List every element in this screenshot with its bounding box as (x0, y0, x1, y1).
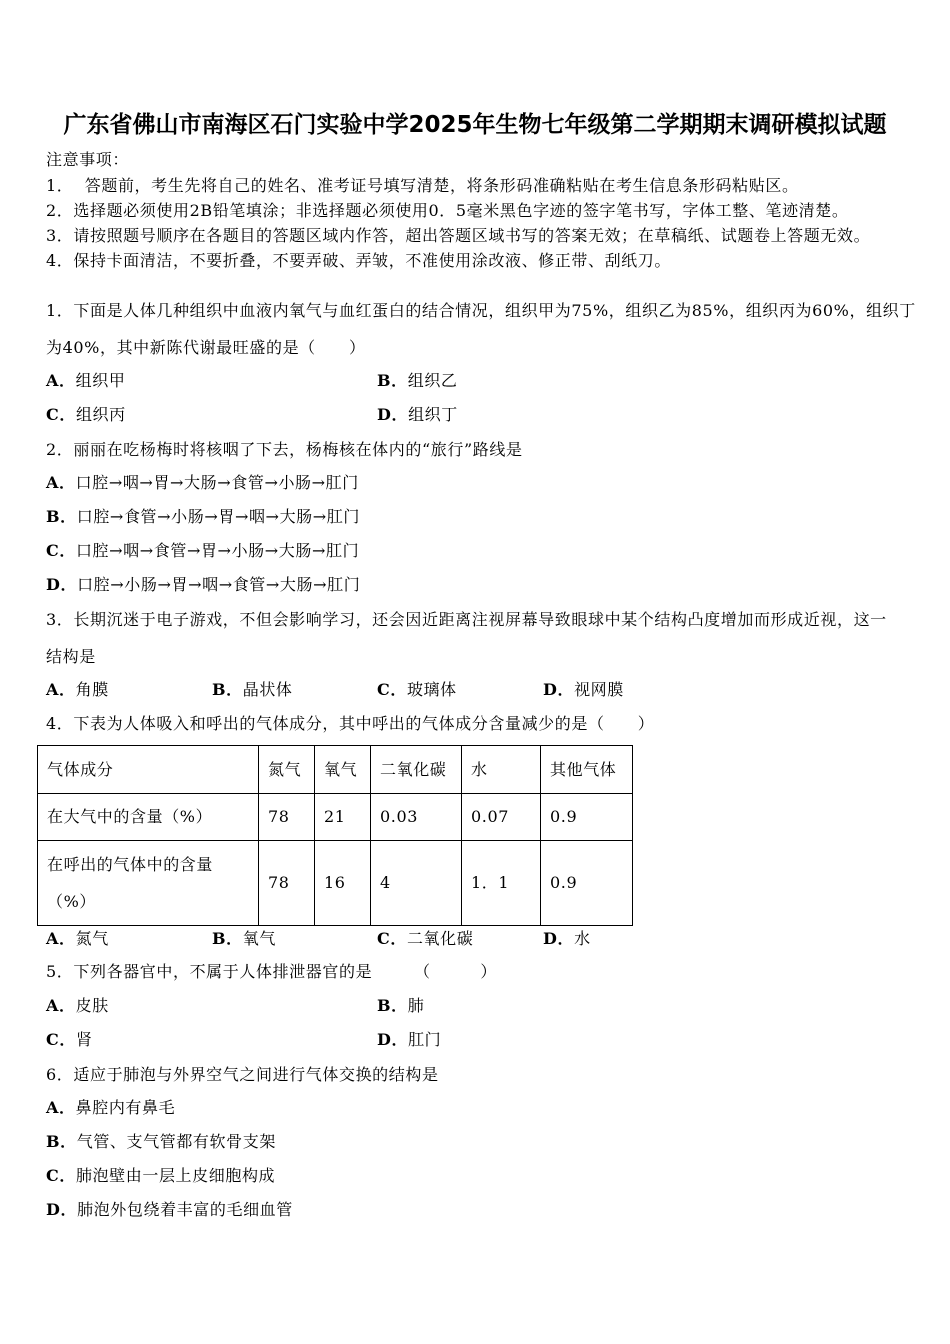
option-label: D． (377, 405, 409, 424)
option-text: 肛门 (408, 1030, 442, 1049)
q2-option-c (46, 540, 359, 562)
option-label: A． (46, 473, 76, 492)
q6-option-d (46, 1199, 293, 1221)
q5-option-c (46, 1029, 93, 1051)
option-label: C． (377, 929, 407, 948)
q4-option-c (377, 928, 473, 950)
table-header-cell: 氧气 (315, 746, 371, 794)
table-row (38, 794, 633, 841)
notice-heading: 注意事项： (46, 150, 130, 169)
option-text: 口腔→咽→食管→胃→小肠→大肠→肛门 (75, 541, 360, 560)
option-text: 口腔→小肠→胃→咽→食管→大肠→肛门 (77, 575, 361, 594)
option-text: 角膜 (75, 680, 109, 699)
option-label: D． (46, 575, 78, 594)
option-text: 肺泡壁由一层上皮细胞构成 (75, 1166, 276, 1185)
option-label: D． (543, 680, 575, 699)
q6-option-a (46, 1097, 175, 1119)
q4-option-a (46, 928, 109, 950)
q5-option-b (377, 995, 424, 1017)
option-label: A． (46, 371, 76, 390)
gas-composition-table (37, 745, 633, 926)
option-label: C． (46, 1030, 76, 1049)
table-cell: 16 (315, 841, 371, 926)
option-text: 玻璃体 (406, 680, 457, 699)
q1-stem-line-1: 1．下面是人体几种组织中血液内氧气与血红蛋白的结合情况，组织甲为75%，组织乙为85%，组织丙为60%，组织丁 (46, 301, 916, 320)
option-text: 气管、支气管都有软骨支架 (76, 1132, 276, 1151)
table-header-row (38, 746, 633, 794)
notice-item-1: 1． 答题前，考生先将自己的姓名、准考证号填写清楚，将条形码准确粘贴在考生信息条形码粘贴区。 (46, 176, 799, 195)
option-label: D． (543, 929, 575, 948)
table-header-cell: 其他气体 (541, 746, 633, 794)
notice-item-2: 2．选择题必须使用2B铅笔填涂；非选择题必须使用0．5毫米黑色字迹的签字笔书写，字体工整、笔迹清楚。 (46, 201, 849, 220)
table-cell: 4 (371, 841, 462, 926)
option-label: B． (377, 996, 408, 1015)
table-cell (38, 841, 259, 926)
notice-item-3: 3．请按照题号顺序在各题目的答题区域内作答，超出答题区域书写的答案无效；在草稿纸、试题卷上答题无效。 (46, 226, 871, 245)
option-label: C． (46, 1166, 76, 1185)
table-cell: 0.03 (371, 794, 462, 841)
q2-option-a (46, 472, 359, 494)
q3-option-b (212, 679, 293, 701)
q2-option-b (46, 506, 360, 528)
option-text: 肺 (407, 996, 425, 1015)
q1-option-d (377, 404, 458, 426)
option-text: 组织乙 (407, 371, 458, 390)
option-text: 二氧化碳 (406, 929, 474, 948)
table-cell: 在大气中的含量（%） (38, 794, 259, 841)
option-text: 组织丙 (75, 405, 126, 424)
option-text: 水 (574, 929, 591, 948)
option-text: 视网膜 (574, 680, 624, 699)
q6-option-c (46, 1165, 275, 1187)
q3-option-a (46, 679, 109, 701)
option-text: 晶状体 (242, 680, 293, 699)
table-cell: 21 (315, 794, 371, 841)
option-label: C． (377, 680, 407, 699)
q4-option-b (212, 928, 276, 950)
table-cell: 1．1 (462, 841, 541, 926)
q1-stem-line-2: 为40%，其中新陈代谢最旺盛的是（ ） (46, 338, 366, 357)
option-text: 组织甲 (75, 371, 126, 390)
option-label: C． (46, 541, 76, 560)
option-text: 鼻腔内有鼻毛 (75, 1098, 176, 1117)
option-label: C． (46, 405, 76, 424)
option-label: B． (212, 929, 243, 948)
table-row (38, 841, 633, 926)
q2-option-d (46, 574, 360, 596)
q6-option-b (46, 1131, 276, 1153)
q1-option-a (46, 370, 125, 392)
q1-option-c (46, 404, 126, 426)
notice-item-4: 4．保持卡面清洁，不要折叠，不要弄破、弄皱，不准使用涂改液、修正带、刮纸刀。 (46, 251, 671, 270)
table-cell: 78 (259, 794, 315, 841)
option-text: 氧气 (242, 929, 276, 948)
table-header-cell: 气体成分 (38, 746, 259, 794)
option-label: A． (46, 1098, 76, 1117)
option-text: 肺泡外包绕着丰富的毛细血管 (77, 1200, 293, 1219)
q5-option-a (46, 995, 109, 1017)
exam-title: 广东省佛山市南海区石门实验中学2025年生物七年级第二学期期末调研模拟试题 (63, 112, 887, 138)
option-label: A． (46, 996, 76, 1015)
option-text: 氮气 (75, 929, 109, 948)
q3-option-d (543, 679, 624, 701)
table-cell-text: 在呼出的气体中的含量（%） (47, 855, 214, 911)
table-header-cell: 氮气 (259, 746, 315, 794)
table-cell: 0.07 (462, 794, 541, 841)
q6-stem: 6．适应于肺泡与外界空气之间进行气体交换的结构是 (46, 1065, 439, 1084)
q2-stem: 2．丽丽在吃杨梅时将核咽了下去，杨梅核在体内的“旅行”路线是 (46, 440, 523, 459)
table-cell: 0.9 (541, 794, 633, 841)
option-label: B． (46, 1132, 77, 1151)
q1-option-b (377, 370, 458, 392)
option-text: 口腔→食管→小肠→胃→咽→大肠→肛门 (76, 507, 360, 526)
table-header-cell: 二氧化碳 (371, 746, 462, 794)
q4-option-d (543, 928, 591, 950)
option-label: B． (212, 680, 243, 699)
q3-stem-line-2: 结构是 (46, 647, 96, 666)
q3-option-c (377, 679, 457, 701)
option-label: A． (46, 929, 76, 948)
option-label: B． (377, 371, 408, 390)
option-label: B． (46, 507, 77, 526)
option-label: D． (377, 1030, 409, 1049)
q4-stem: 4．下表为人体吸入和呼出的气体成分，其中呼出的气体成分含量减少的是（ ） (46, 714, 655, 733)
q5-stem: 5．下列各器官中，不属于人体排泄器官的是 （ ） (46, 962, 497, 981)
option-text: 口腔→咽→胃→大肠→食管→小肠→肛门 (75, 473, 359, 492)
option-text: 组织丁 (408, 405, 458, 424)
option-text: 皮肤 (75, 996, 109, 1015)
option-text: 肾 (75, 1030, 93, 1049)
option-label: A． (46, 680, 76, 699)
q5-option-d (377, 1029, 441, 1051)
table-cell: 78 (259, 841, 315, 926)
q3-stem-line-1: 3．长期沉迷于电子游戏，不但会影响学习，还会因近距离注视屏幕导致眼球中某个结构凸度增加而形成近视，这一 (46, 610, 887, 629)
table-header-cell: 水 (462, 746, 541, 794)
option-label: D． (46, 1200, 78, 1219)
table-cell: 0.9 (541, 841, 633, 926)
